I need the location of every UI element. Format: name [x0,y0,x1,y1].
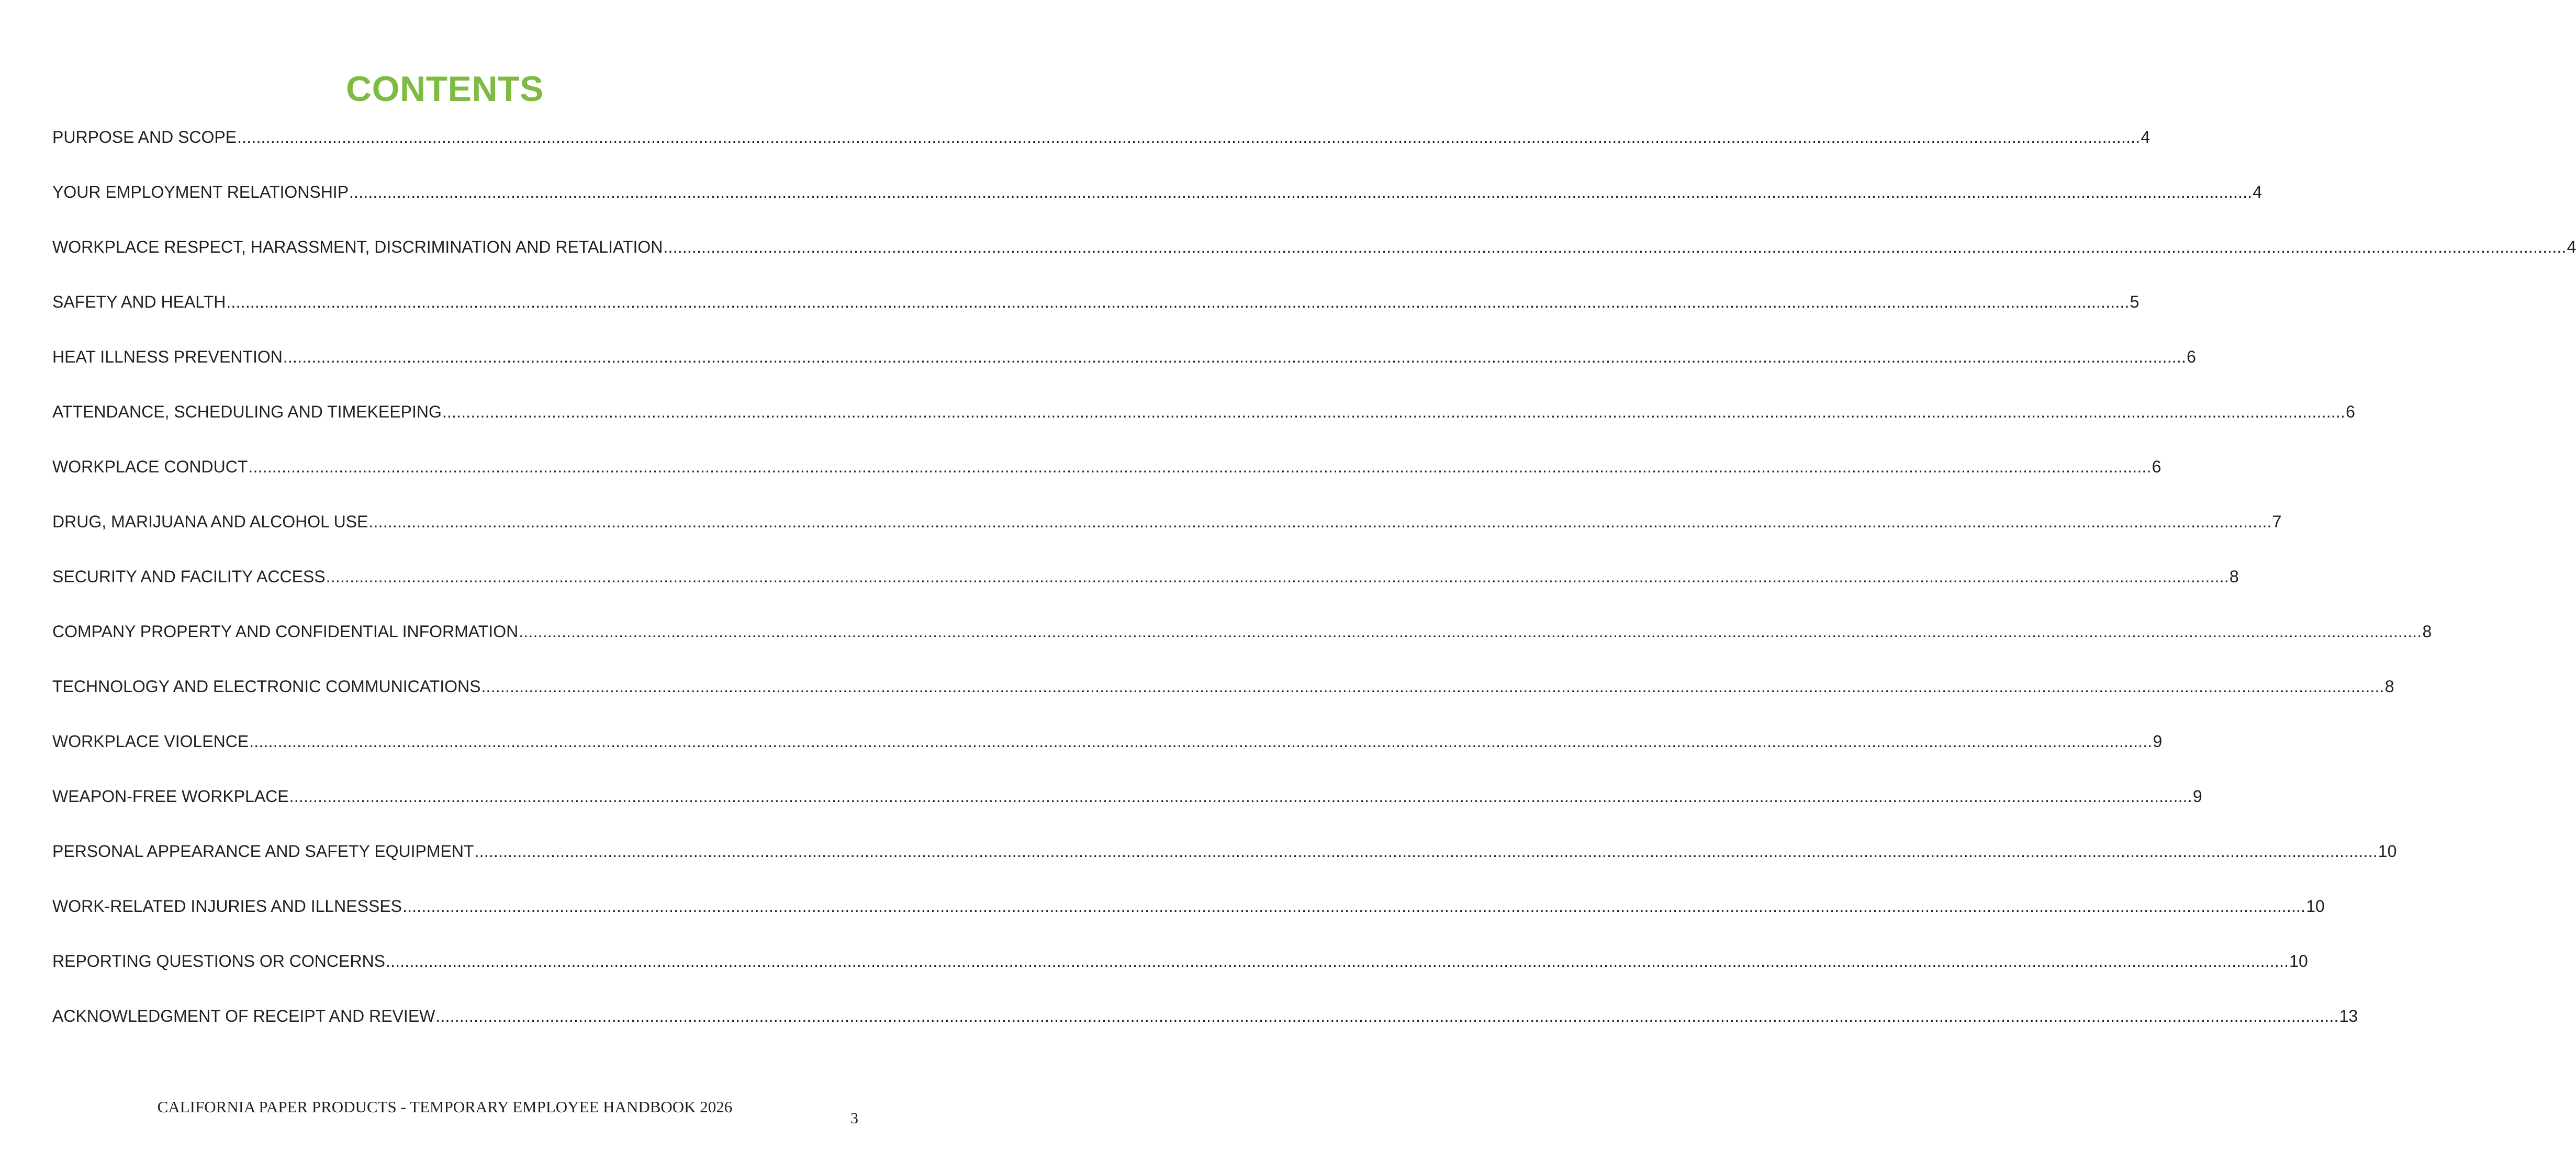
dot-leader: ................................................................................................................................................................................................................................................................................................................................................................................................................ [248,457,2152,476]
dot-leader: ................................................................................................................................................................................................................................................................................................................................................................................................................ [237,128,2141,146]
dot-leader: ................................................................................................................................................................................................................................................................................................................................................................................................................ [519,622,2422,641]
toc-entry-label: SAFETY AND HEALTH [52,292,226,311]
toc-entry-label: YOUR EMPLOYMENT RELATIONSHIP [52,183,349,201]
toc-entry[interactable] [52,450,2161,505]
toc-entry-page-number: 9 [2192,787,2202,806]
toc-entry-label: WORK-RELATED INJURIES AND ILLNESSES [52,897,402,916]
toc-entry[interactable] [52,285,2140,340]
toc-entry[interactable] [52,889,2325,944]
toc-entry[interactable] [52,834,2397,889]
dot-leader: ................................................................................................................................................................................................................................................................................................................................................................................................................ [402,897,2306,916]
dot-leader: ................................................................................................................................................................................................................................................................................................................................................................................................................ [481,677,2384,696]
toc-entry-label: SECURITY AND FACILITY ACCESS [52,567,326,586]
toc-entry-label: WEAPON-FREE WORKPLACE [52,787,289,806]
toc-entry-label: REPORTING QUESTIONS OR CONCERNS [52,952,385,971]
toc-entry-page-number: 9 [2153,732,2163,751]
toc-entry-page-number: 6 [2152,457,2161,476]
page-number: 3 [850,1110,858,1127]
toc-entry-page-number: 10 [2289,952,2308,971]
toc-entry-label: ATTENDANCE, SCHEDULING AND TIMEKEEPING [52,402,442,421]
toc-entry[interactable] [52,175,2263,230]
dot-leader: ................................................................................................................................................................................................................................................................................................................................................................................................................ [283,347,2187,366]
toc-entry[interactable] [52,505,2282,560]
toc-entry-page-number: 7 [2272,512,2282,531]
toc-entry-page-number: 8 [2422,622,2432,641]
toc-entry[interactable] [52,780,2202,834]
toc-entry[interactable] [52,560,2239,615]
toc-entry-page-number: 13 [2339,1007,2358,1025]
toc-entry-page-number: 10 [2306,897,2325,916]
toc-entry[interactable] [52,615,2432,670]
toc-entry-page-number: 4 [2567,238,2576,256]
toc-entry-page-number: 6 [2346,402,2355,421]
toc-entry-page-number: 8 [2384,677,2394,696]
toc-entry-label: HEAT ILLNESS PREVENTION [52,347,283,366]
dot-leader: ................................................................................................................................................................................................................................................................................................................................................................................................................ [226,292,2130,311]
toc-entry[interactable] [52,120,2151,175]
toc-entry-label: PURPOSE AND SCOPE [52,128,237,146]
dot-leader: ................................................................................................................................................................................................................................................................................................................................................................................................................ [249,732,2153,751]
toc-entry-page-number: 4 [2141,128,2151,146]
dot-leader: ................................................................................................................................................................................................................................................................................................................................................................................................................ [289,787,2192,806]
table-of-contents [52,120,2576,1054]
toc-entry[interactable] [52,944,2308,999]
toc-entry-page-number: 5 [2130,292,2140,311]
dot-leader: ................................................................................................................................................................................................................................................................................................................................................................................................................ [368,512,2272,531]
toc-entry-page-number: 10 [2378,842,2397,861]
dot-leader: ................................................................................................................................................................................................................................................................................................................................................................................................................ [663,238,2567,256]
footer-text: CALIFORNIA PAPER PRODUCTS - TEMPORARY EMPLOYEE HANDBOOK 2026 [157,1098,733,1116]
toc-entry-label: PERSONAL APPEARANCE AND SAFETY EQUIPMENT [52,842,474,861]
toc-entry-page-number: 4 [2253,183,2263,201]
dot-leader: ................................................................................................................................................................................................................................................................................................................................................................................................................ [474,842,2378,861]
dot-leader: ................................................................................................................................................................................................................................................................................................................................................................................................................ [349,183,2253,201]
toc-entry[interactable] [52,725,2163,780]
page-title: CONTENTS [346,69,544,109]
toc-entry[interactable] [52,670,2394,725]
toc-entry-label: WORKPLACE VIOLENCE [52,732,249,751]
toc-entry[interactable] [52,395,2355,450]
toc-entry-label: DRUG, MARIJUANA AND ALCOHOL USE [52,512,368,531]
dot-leader: ................................................................................................................................................................................................................................................................................................................................................................................................................ [326,567,2229,586]
toc-entry-page-number: 6 [2187,347,2196,366]
toc-entry-label: WORKPLACE CONDUCT [52,457,248,476]
toc-entry-label: TECHNOLOGY AND ELECTRONIC COMMUNICATIONS [52,677,481,696]
dot-leader: ................................................................................................................................................................................................................................................................................................................................................................................................................ [435,1007,2339,1025]
dot-leader: ................................................................................................................................................................................................................................................................................................................................................................................................................ [442,402,2346,421]
toc-entry-label: WORKPLACE RESPECT, HARASSMENT, DISCRIMINATION AND RETALIATION [52,238,663,256]
toc-entry[interactable] [52,230,2576,285]
dot-leader: ................................................................................................................................................................................................................................................................................................................................................................................................................ [385,952,2289,971]
toc-entry[interactable] [52,340,2196,395]
toc-entry-label: ACKNOWLEDGMENT OF RECEIPT AND REVIEW [52,1007,435,1025]
toc-entry-page-number: 8 [2229,567,2239,586]
toc-entry-label: COMPANY PROPERTY AND CONFIDENTIAL INFORMATION [52,622,519,641]
toc-entry[interactable] [52,999,2358,1054]
